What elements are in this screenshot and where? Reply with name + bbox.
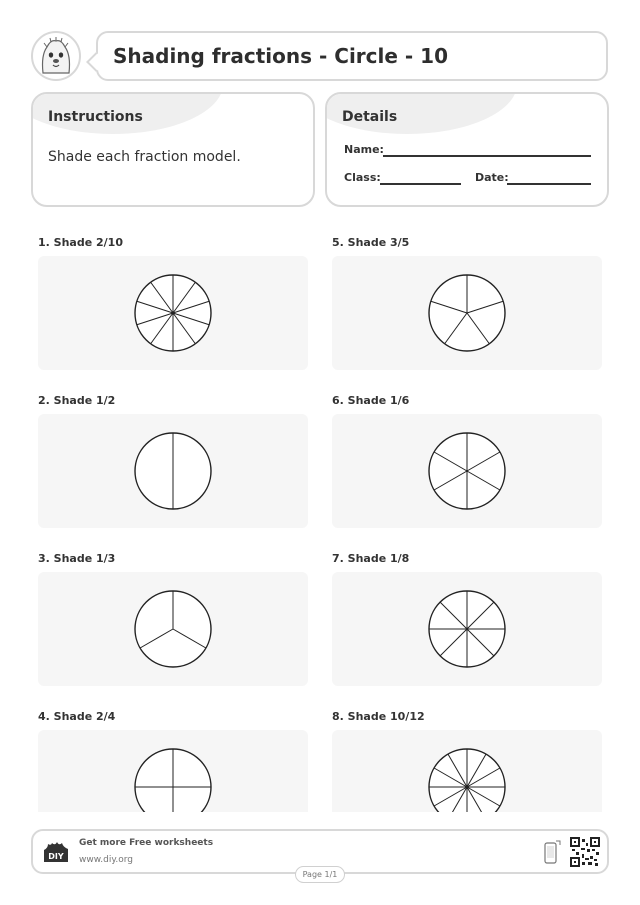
question-label: 5. Shade 3/5: [332, 236, 410, 249]
class-label: Class:: [344, 171, 381, 184]
question-label: 3. Shade 1/3: [38, 552, 116, 565]
footer-url[interactable]: www.diy.org: [79, 855, 133, 865]
fraction-circle[interactable]: [133, 273, 213, 353]
instructions-text: Shade each fraction model.: [48, 149, 241, 165]
page-indicator: Page 1/1: [295, 866, 345, 883]
question-label: 7. Shade 1/8: [332, 552, 410, 565]
name-field[interactable]: [383, 155, 591, 157]
details-panel: [325, 92, 609, 207]
name-label: Name:: [344, 143, 384, 156]
fraction-circle[interactable]: [427, 273, 507, 353]
logo-text: DIY: [48, 852, 64, 861]
fraction-model[interactable]: [38, 414, 308, 528]
fraction-circle[interactable]: [133, 431, 213, 511]
qr-code-icon[interactable]: [570, 837, 600, 871]
fraction-circle[interactable]: [427, 431, 507, 511]
question-label: 6. Shade 1/6: [332, 394, 410, 407]
title-bubble: [96, 31, 608, 81]
fraction-model[interactable]: [332, 572, 602, 686]
phone-icon: [543, 839, 561, 869]
question-label: 4. Shade 2/4: [38, 710, 116, 723]
details-heading: Details: [342, 109, 398, 125]
fraction-model[interactable]: [38, 572, 308, 686]
fraction-circle[interactable]: [133, 589, 213, 669]
instructions-panel: [31, 92, 315, 207]
date-field[interactable]: [507, 183, 591, 185]
question-label: 8. Shade 10/12: [332, 710, 425, 723]
fraction-model[interactable]: [332, 414, 602, 528]
fraction-model[interactable]: [38, 256, 308, 370]
fraction-circle[interactable]: [427, 589, 507, 669]
diy-logo-icon: [42, 840, 70, 868]
date-label: Date:: [475, 171, 509, 184]
mascot-icon: [31, 31, 81, 81]
page-title: Shading fractions - Circle - 10: [113, 44, 448, 68]
footer-promo-text: Get more Free worksheets: [79, 838, 214, 848]
class-field[interactable]: [380, 183, 461, 185]
instructions-heading: Instructions: [48, 109, 143, 125]
question-label: 2. Shade 1/2: [38, 394, 116, 407]
question-label: 1. Shade 2/10: [38, 236, 123, 249]
fraction-model[interactable]: [332, 256, 602, 370]
